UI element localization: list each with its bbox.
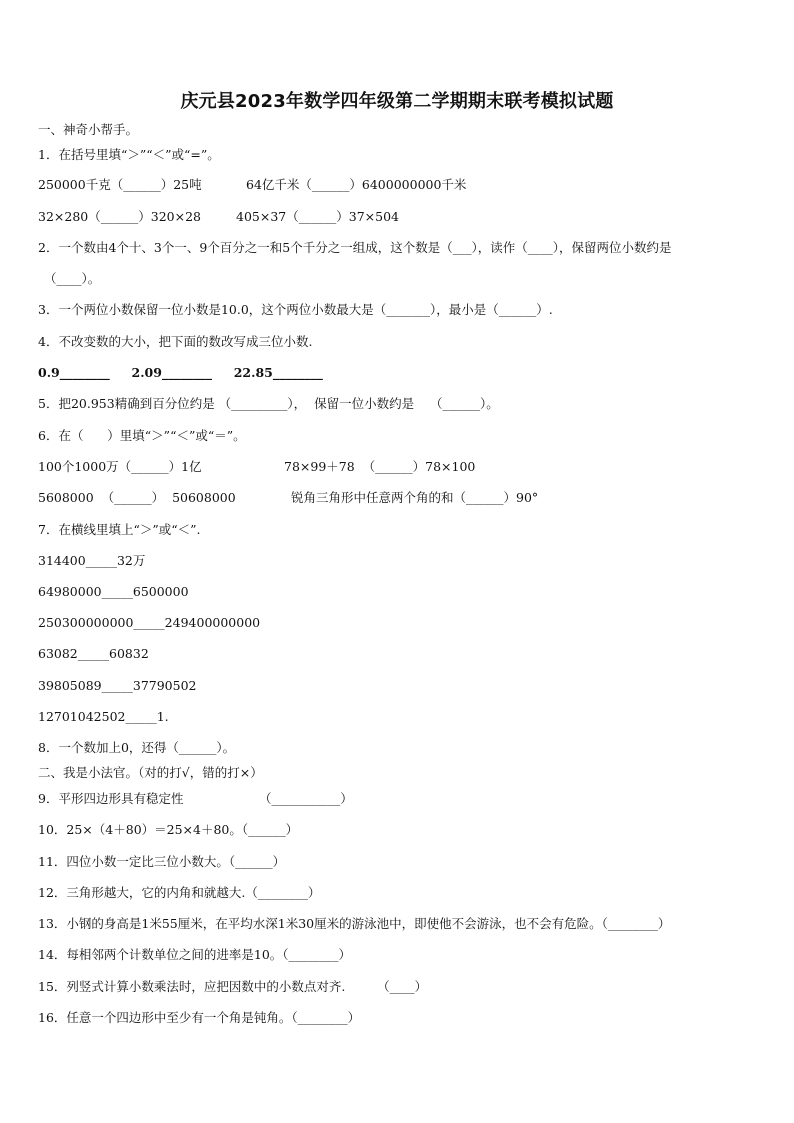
- question-14: 14．每相邻两个计数单位之间的进率是10。（________）: [38, 947, 352, 962]
- question-1-item: 32×280（______）320×28: [38, 209, 201, 224]
- section-heading-2: 二、我是小法官。（对的打√，错的打×）: [38, 765, 263, 780]
- question-1-item: 250000千克（______）25吨: [38, 177, 202, 192]
- question-7-item: 39805089_____37790502: [38, 678, 197, 693]
- question-2: 2．一个数由4个十、3个一、9个百分之一和5个千分之一组成，这个数是（___），读作（____），保留两位小数约是: [38, 240, 672, 255]
- question-13: 13．小钢的身高是1米55厘米，在平均水深1米30厘米的游泳池中，即使他不会游泳，也不会有危险。（________）: [38, 916, 671, 931]
- question-5: 5．把20.953精确到百分位约是 （_________）， 保留一位小数约是 （______）。: [38, 396, 499, 411]
- question-6: 6．在（ ）里填“＞”“＜”或“＝”。: [38, 428, 246, 443]
- question-7-item: 314400_____32万: [38, 553, 146, 568]
- question-8: 8．一个数加上0，还得（______）。: [38, 740, 236, 755]
- question-1-item: 64亿千米（______）6400000000千米: [246, 177, 467, 192]
- page-title: 庆元县2023年数学四年级第二学期期末联考模拟试题: [180, 91, 614, 112]
- question-10: 10．25×（4＋80）＝25×4＋80。（______）: [38, 822, 299, 837]
- question-7: 7．在横线里填上“＞”或“＜”.: [38, 522, 201, 537]
- question-12: 12．三角形越大，它的内角和就越大.（________）: [38, 885, 321, 900]
- question-9: 9．平形四边形具有稳定性 （___________）: [38, 791, 353, 806]
- question-2-continued: （____）。: [44, 271, 101, 286]
- question-4-items: 0.9________ 2.09________ 22.85________: [38, 365, 323, 380]
- question-15: 15．列竖式计算小数乘法时，应把因数中的小数点对齐. （____）: [38, 979, 428, 994]
- question-16: 16．任意一个四边形中至少有一个角是钝角。（________）: [38, 1010, 361, 1025]
- question-6-item: 78×99＋78 （______）78×100: [284, 459, 476, 474]
- question-7-item: 12701042502_____1.: [38, 709, 169, 724]
- question-7-item: 64980000_____6500000: [38, 584, 189, 599]
- question-6-item: 100个1000万（______）1亿: [38, 459, 202, 474]
- question-4: 4．不改变数的大小，把下面的数改写成三位小数.: [38, 334, 313, 349]
- question-11: 11．四位小数一定比三位小数大。（______）: [38, 854, 286, 869]
- question-6-item: 锐角三角形中任意两个角的和（______）90°: [291, 490, 539, 505]
- question-3: 3．一个两位小数保留一位小数是10.0，这个两位小数最大是（_______），最小是（______）.: [38, 302, 553, 317]
- question-6-item: 5608000 （______） 50608000: [38, 490, 236, 505]
- question-7-item: 250300000000_____249400000000: [38, 615, 261, 630]
- question-1-item: 405×37（______）37×504: [236, 209, 399, 224]
- question-7-item: 63082_____60832: [38, 646, 149, 661]
- section-heading-1: 一、神奇小帮手。: [38, 122, 139, 137]
- question-1: 1．在括号里填“＞”“＜”或“=”。: [38, 147, 220, 162]
